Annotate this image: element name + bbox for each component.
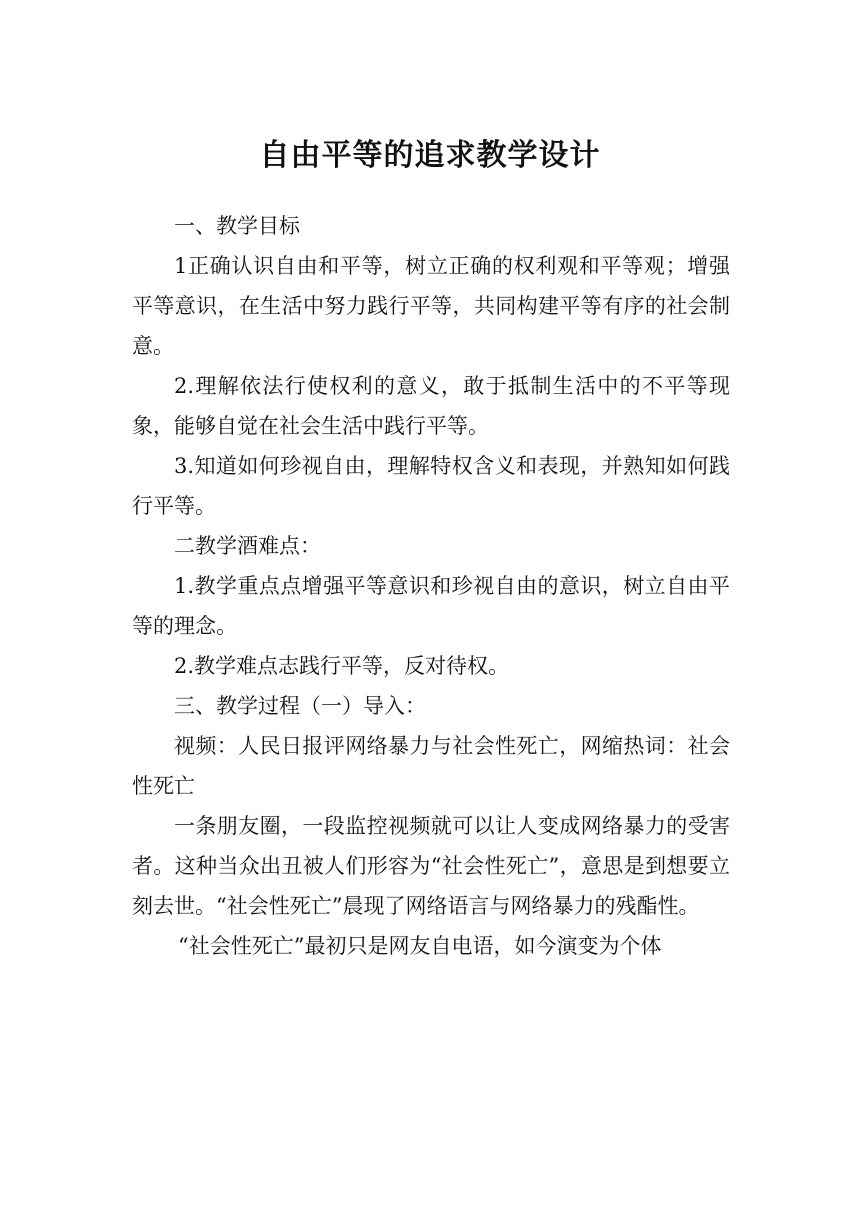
document-title: 自由平等的追求教学设计 — [259, 138, 601, 173]
document-body — [132, 206, 730, 966]
paragraph-social-death-2: “社会性死亡”最初只是网友自电语，如今演变为个体 — [178, 934, 662, 958]
paragraph-key-point-2: 2.教学难点志践行平等，反对待权。 — [174, 654, 510, 678]
paragraph-video: 视频：人民日报评网络暴力与社会性死亡，网缩热词：社会性死亡 — [132, 734, 730, 798]
paragraph-section-1-heading: 一、教学目标 — [174, 214, 300, 238]
paragraph-objective-2: 2.理解依法行使权利的意义，敢于抵制生活中的不平等现象，能够自觉在社会生活中践行平等。 — [132, 374, 730, 438]
paragraph-social-death-1: 一条朋友圈，一段监控视频就可以让人变成网络暴力的受害者。这种当众出丑被人们形容为“社会性死亡”，意思是到想要立刻去世。“社会性死亡”晨现了网络语言与网络暴力的残酯性。 — [132, 814, 730, 918]
paragraph-section-3-heading: 三、教学过程（一）导入： — [174, 694, 426, 718]
paragraph-section-2-heading: 二教学酒难点： — [174, 534, 321, 558]
paragraph-objective-3: 3.知道如何珍视自由，理解特权含义和表现，并熟知如何践行平等。 — [132, 454, 730, 518]
paragraph-key-point-1: 1.教学重点点增强平等意识和珍视自由的意识，树立自由平等的理念。 — [132, 574, 730, 638]
paragraph-objective-1: 1正确认识自由和平等，树立正确的权利观和平等观；增强平等意识，在生活中努力践行平等，共同构建平等有序的社会制意。 — [132, 254, 730, 358]
